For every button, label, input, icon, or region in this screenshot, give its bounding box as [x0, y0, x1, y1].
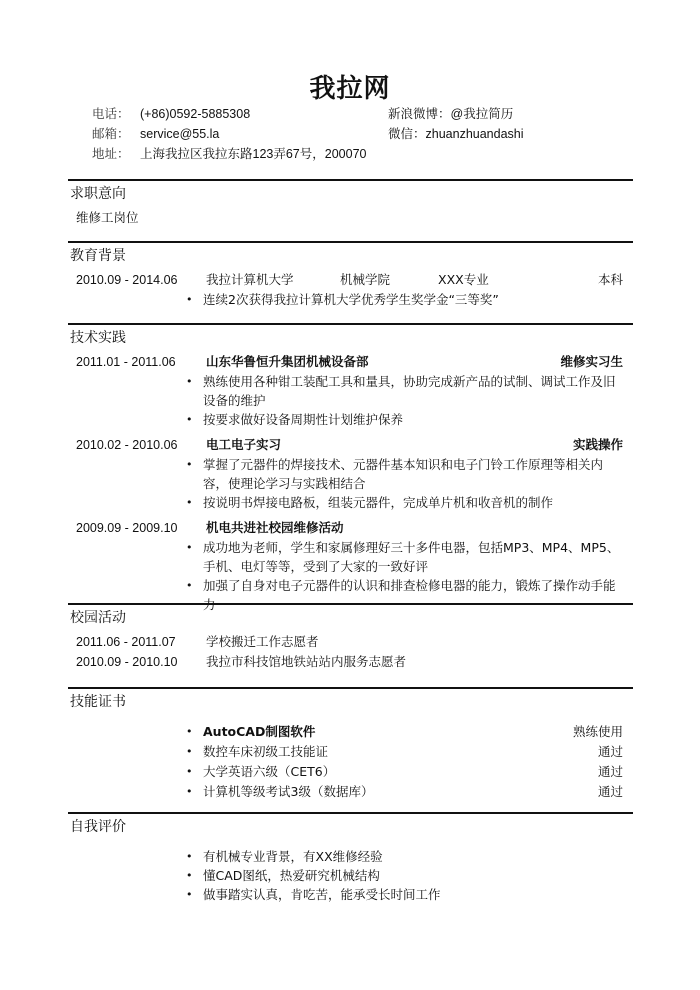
skill-name: 数控车床初级工技能证	[203, 744, 329, 759]
section-heading: 技术实践	[70, 330, 126, 346]
resume-name: 我拉网	[309, 74, 391, 104]
skill-name: AutoCAD制图软件	[203, 724, 316, 739]
education-college: 机械学院	[340, 272, 391, 287]
skill-level: 熟练使用	[572, 724, 623, 739]
bullet-text: 加强了自身对电子元器件的认识和排查检修电器的能力，锻炼了操作动手能力	[203, 578, 616, 612]
practice-item	[68, 435, 633, 512]
practice-item	[68, 518, 633, 614]
contact-wechat	[388, 124, 524, 144]
skill-row	[68, 782, 633, 802]
bullet-text: 按要求做好设备周期性计划维护保养	[203, 412, 404, 427]
skill-level: 通过	[597, 744, 623, 759]
self-section	[68, 815, 633, 904]
bullet-dot: •	[186, 765, 193, 778]
wechat-label: 微信：	[388, 126, 426, 141]
bullet-dot: •	[186, 850, 193, 863]
objective-text	[68, 208, 633, 228]
skill-row	[68, 722, 633, 742]
contact-phone	[92, 104, 250, 124]
bullet-dot: •	[186, 785, 193, 798]
section-heading: 校园活动	[70, 610, 126, 626]
weibo-value: @我拉简历	[450, 107, 514, 121]
objective-section	[68, 182, 633, 228]
phone-label: 电话：	[92, 106, 130, 121]
bullet-item	[68, 866, 633, 885]
bullet-item	[68, 455, 633, 493]
skill-level: 通过	[597, 764, 623, 779]
bullet-text: 有机械专业背景，有XX维修经验	[203, 849, 383, 864]
practice-org: 机电共进社校园维修活动	[206, 520, 344, 535]
education-date: 2010.09 - 2014.06	[76, 273, 178, 287]
practice-org: 山东华鲁恒升集团机械设备部	[206, 354, 369, 369]
address-label: 地址：	[92, 146, 130, 161]
skill-row	[68, 762, 633, 782]
bullet-text: 成功地为老师，学生和家属修理好三十多件电器，包括MP3、MP4、MP5、手机、电灯等等，受到了大家的一致好评	[203, 540, 620, 574]
skills-section	[68, 690, 633, 802]
campus-date: 2011.06 - 2011.07	[76, 635, 176, 649]
campus-text: 学校搬迁工作志愿者	[206, 634, 319, 649]
skill-row	[68, 742, 633, 762]
education-degree: 本科	[597, 272, 623, 287]
section-heading: 教育背景	[70, 248, 126, 264]
section-divider	[68, 603, 633, 605]
email-value: service@55.la	[140, 127, 220, 141]
bullet-text: 连续2次获得我拉计算机大学优秀学生奖学金“三等奖”	[203, 292, 499, 307]
bullet-text: 懂CAD图纸，热爱研究机械结构	[203, 868, 380, 883]
skill-items	[68, 722, 633, 802]
bullet-text: 掌握了元器件的焊接技术、元器件基本知识和电子门铃工作原理等相关内容，使理论学习与实践相结合	[203, 457, 604, 491]
bullet-dot: •	[186, 413, 193, 426]
section-heading: 自我评价	[70, 819, 126, 835]
bullet-dot: •	[186, 541, 193, 554]
bullet-dot: •	[186, 579, 193, 592]
campus-items	[68, 632, 633, 672]
education-section	[68, 244, 633, 309]
section-heading: 技能证书	[70, 694, 126, 710]
practice-bullets	[68, 372, 633, 429]
practice-date: 2010.02 - 2010.06	[76, 438, 178, 452]
skill-name: 计算机等级考试3级（数据库）	[203, 784, 374, 799]
education-bullets	[68, 290, 633, 309]
campus-row	[68, 632, 633, 652]
bullet-item	[68, 847, 633, 866]
bullet-item	[68, 885, 633, 904]
objective-value: 维修工岗位	[76, 210, 139, 225]
section-divider	[68, 179, 633, 181]
email-label: 邮箱：	[92, 126, 130, 141]
practice-org: 电工电子实习	[206, 437, 282, 452]
bullet-dot: •	[186, 458, 193, 471]
bullet-item	[68, 410, 633, 429]
practice-section	[68, 326, 633, 614]
bullet-dot: •	[186, 869, 193, 882]
practice-role: 实践操作	[572, 437, 623, 452]
bullet-dot: •	[186, 888, 193, 901]
contact-weibo	[388, 104, 513, 124]
self-bullets	[68, 847, 633, 904]
section-divider	[68, 687, 633, 689]
bullet-item	[68, 372, 633, 410]
address-value: 上海我拉区我拉东路123弄67号，200070	[140, 147, 367, 161]
practice-bullets	[68, 455, 633, 512]
campus-text: 我拉市科技馆地铁站站内服务志愿者	[206, 654, 407, 669]
campus-section	[68, 606, 633, 672]
bullet-text: 熟练使用各种钳工装配工具和量具，协助完成新产品的试制、调试工作及旧设备的维护	[203, 374, 616, 408]
bullet-dot: •	[186, 293, 193, 306]
bullet-dot: •	[186, 375, 193, 388]
practice-item	[68, 352, 633, 429]
bullet-text: 按说明书焊接电路板，组装元器件，完成单片机和收音机的制作	[203, 495, 554, 510]
education-school: 我拉计算机大学	[206, 272, 294, 287]
phone-value: (+86)0592-5885308	[140, 107, 251, 121]
section-heading: 求职意向	[70, 186, 126, 202]
practice-date: 2011.01 - 2011.06	[76, 355, 176, 369]
wechat-value: zhuanzhuandashi	[425, 127, 524, 141]
contact-email	[92, 124, 219, 144]
practice-date: 2009.09 - 2009.10	[76, 521, 178, 535]
bullet-dot: •	[186, 496, 193, 509]
skill-level: 通过	[597, 784, 623, 799]
section-divider	[68, 812, 633, 814]
practice-items	[68, 352, 633, 614]
bullet-dot: •	[186, 745, 193, 758]
section-divider	[68, 241, 633, 243]
section-divider	[68, 323, 633, 325]
weibo-label: 新浪微博：	[388, 106, 451, 121]
practice-row	[68, 352, 633, 372]
bullet-item	[68, 493, 633, 512]
education-major: XXX专业	[438, 272, 489, 287]
contact-address	[92, 144, 366, 164]
bullet-item	[68, 290, 633, 309]
campus-row	[68, 652, 633, 672]
bullet-item	[68, 538, 633, 576]
bullet-dot: •	[186, 725, 193, 738]
campus-date: 2010.09 - 2010.10	[76, 655, 178, 669]
practice-row	[68, 518, 633, 538]
skill-name: 大学英语六级（CET6）	[203, 764, 336, 779]
practice-row	[68, 435, 633, 455]
practice-role: 维修实习生	[560, 354, 623, 369]
education-row	[68, 270, 633, 290]
bullet-text: 做事踏实认真，肯吃苦，能承受长时间工作	[203, 887, 441, 902]
